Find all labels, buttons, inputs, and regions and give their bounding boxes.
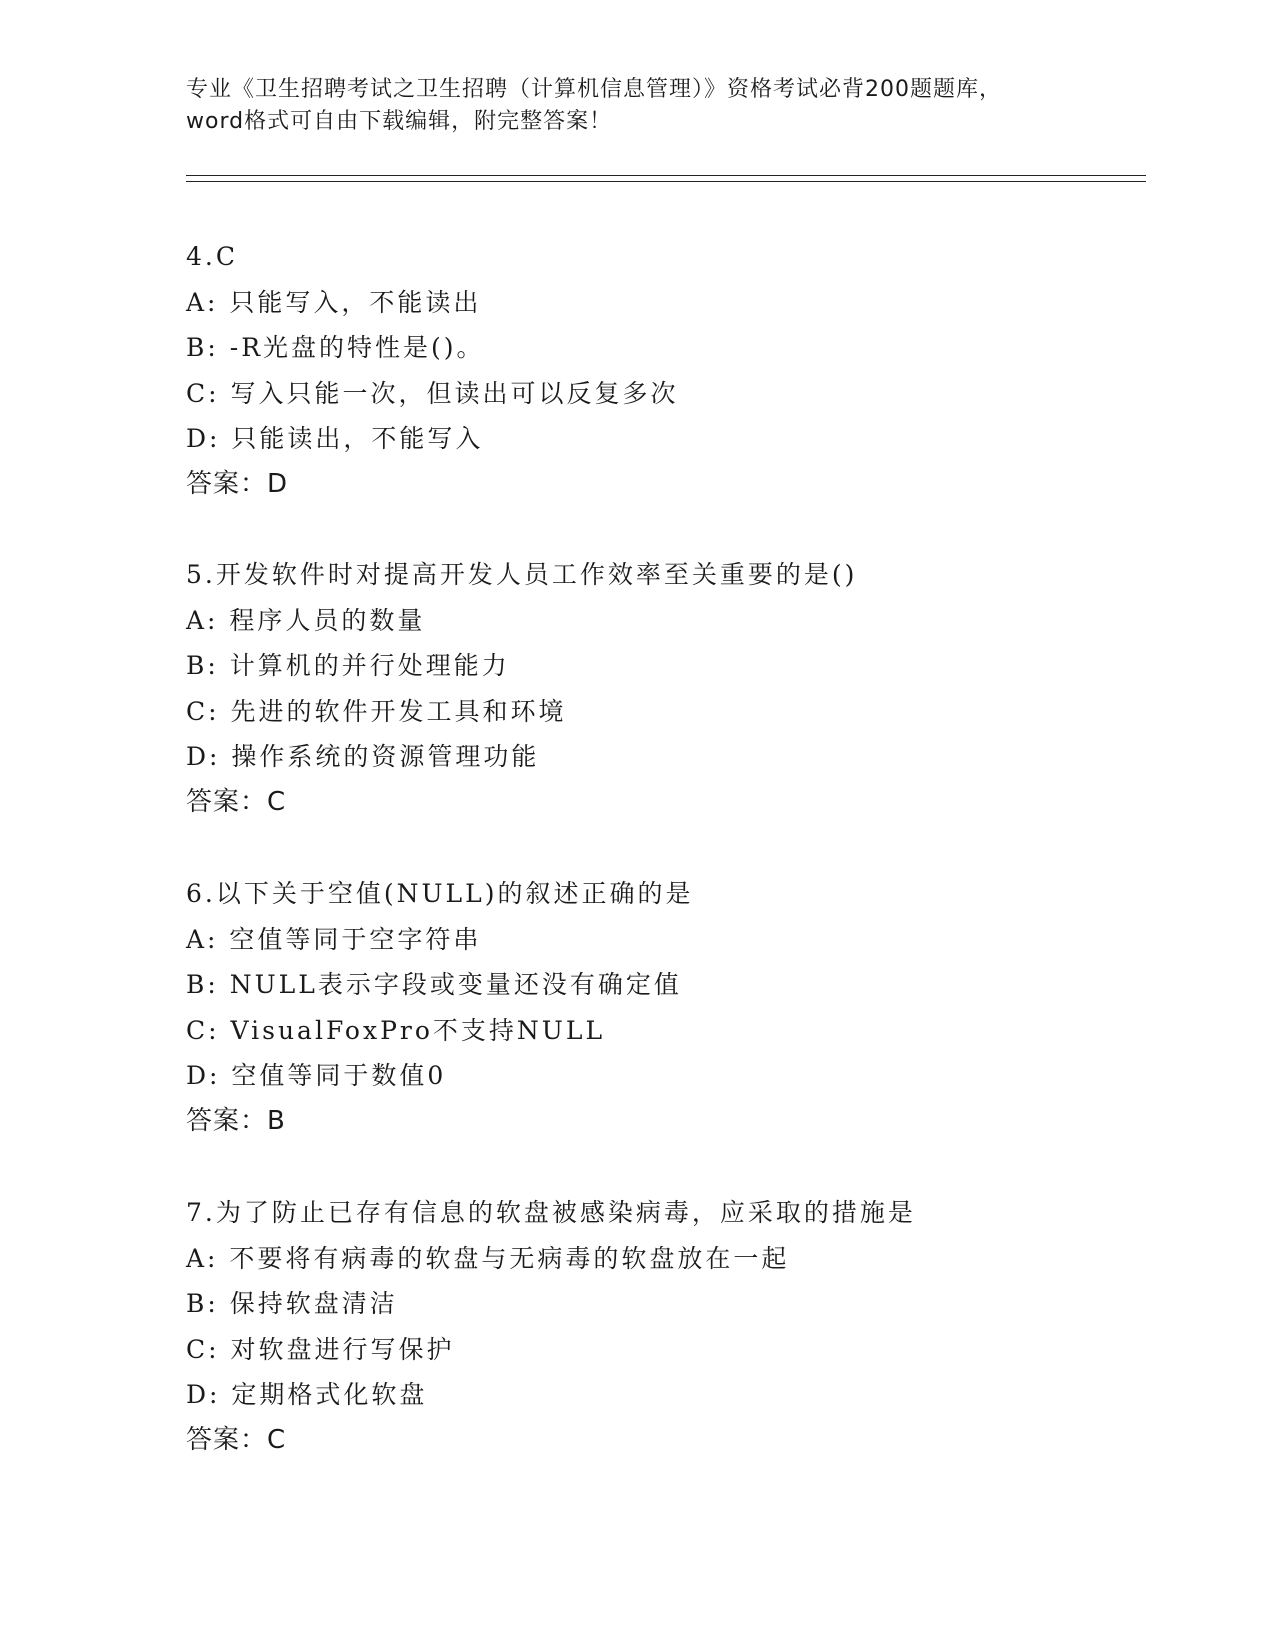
option-b: B: 保持软盘清洁 — [186, 1289, 398, 1318]
header-divider-bottom — [186, 181, 1146, 182]
option-a: A: 只能写入，不能读出 — [186, 287, 482, 317]
answer-line: 答案：B — [186, 1105, 286, 1136]
document-header — [186, 74, 1086, 138]
header-divider-top — [186, 175, 1146, 176]
question-block-7 — [186, 1190, 1166, 1463]
question-stem: 6.以下关于空值(NULL)的叙述正确的是 — [186, 879, 694, 908]
option-d: D: 只能读出，不能写入 — [186, 424, 484, 453]
question-stem: 7.为了防止已存有信息的软盘被感染病毒，应采取的措施是 — [186, 1198, 916, 1227]
option-a: A: 不要将有病毒的软盘与无病毒的软盘放在一起 — [186, 1243, 790, 1273]
option-b: B: -R光盘的特性是()。 — [186, 333, 485, 362]
option-c: C: 写入只能一次，但读出可以反复多次 — [186, 378, 679, 408]
option-c: C: 先进的软件开发工具和环境 — [186, 696, 567, 726]
option-c: C: VisualFoxPro不支持NULL — [186, 1015, 606, 1045]
header-title-line-1: 专业《卫生招聘考试之卫生招聘（计算机信息管理）》资格考试必背200题题库， — [186, 77, 1002, 102]
question-block-6 — [186, 871, 1166, 1144]
answer-line: 答案：D — [186, 468, 289, 499]
question-stem: 4.C — [186, 242, 238, 271]
answer-line: 答案：C — [186, 1424, 287, 1455]
option-d: D: 定期格式化软盘 — [186, 1380, 428, 1409]
option-b: B: 计算机的并行处理能力 — [186, 651, 510, 680]
question-block-4 — [186, 234, 1166, 507]
answer-line: 答案：C — [186, 786, 287, 817]
option-a: A: 空值等同于空字符串 — [186, 924, 482, 954]
question-stem: 5.开发软件时对提高开发人员工作效率至关重要的是() — [186, 560, 858, 589]
option-a: A: 程序人员的数量 — [186, 605, 426, 635]
header-title-line-2: word格式可自由下载编辑，附完整答案！ — [186, 109, 613, 134]
option-b: B: NULL表示字段或变量还没有确定值 — [186, 970, 682, 999]
question-block-5 — [186, 552, 1166, 825]
option-d: D: 操作系统的资源管理功能 — [186, 742, 540, 771]
option-d: D: 空值等同于数值0 — [186, 1061, 447, 1090]
option-c: C: 对软盘进行写保护 — [186, 1334, 455, 1364]
